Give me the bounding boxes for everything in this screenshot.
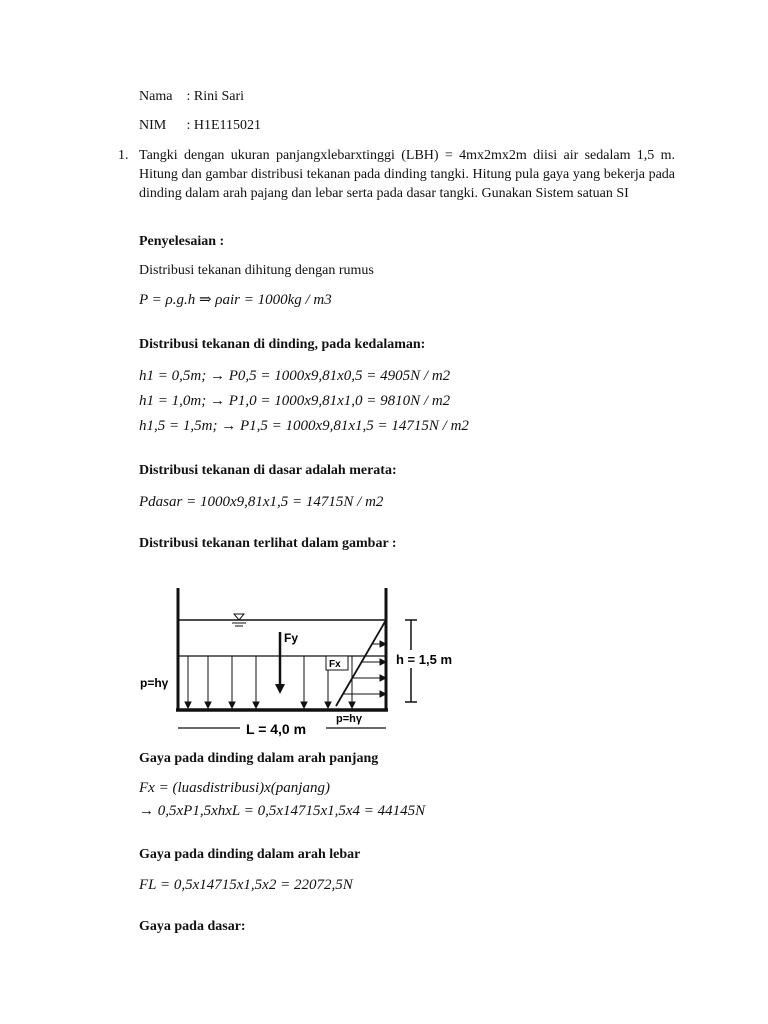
pressure-distribution-figure bbox=[140, 578, 480, 740]
label-bottom-right-pressure: p=hγ bbox=[336, 713, 362, 725]
wall-heading: Distribusi tekanan di dinding, pada kedalaman: bbox=[139, 337, 426, 352]
question-text: Tangki dengan ukuran panjangxlebarxtinggi (LBH) = 4mx2mx2m diisi air sedalam 1,5 m. Hitung dan gambar distribusi tekanan pada dinding tangki. Hitung pula gaya yang bekerja pada dinding dalam arah pajang dan lebar serta pada dasar tangki. Gunakan Sistem satuan SI bbox=[139, 148, 675, 201]
formula-main: P = ρ.g.h ⇒ ρair = 1000kg / m3 bbox=[139, 292, 332, 308]
name-label: Nama bbox=[139, 89, 173, 104]
wide-formula: FL = 0,5x14715x1,5x2 = 22072,5N bbox=[139, 877, 353, 893]
label-left-pressure: p=hγ bbox=[140, 676, 169, 690]
long-formula-1: Fx = (luasdistribusi)x(panjang) bbox=[139, 780, 330, 796]
wall-row-3: h1,5 = 1,5m; → P1,5 = 1000x9,81x1,5 = 14715N / m2 bbox=[139, 418, 469, 434]
name-value: : Rini Sari bbox=[186, 89, 245, 104]
question-number: 1. bbox=[118, 148, 129, 163]
wide-heading: Gaya pada dinding dalam arah lebar bbox=[139, 847, 361, 862]
name-row bbox=[139, 88, 244, 106]
label-fx: Fx bbox=[329, 659, 341, 670]
base-formula: Pdasar = 1000x9,81x1,5 = 14715N / m2 bbox=[139, 494, 384, 510]
wall-row-1: h1 = 0,5m; → P0,5 = 1000x9,81x0,5 = 4905N / m2 bbox=[139, 368, 451, 384]
wall-row-2: h1 = 1,0m; → P1,0 = 1000x9,81x1,0 = 9810N / m2 bbox=[139, 393, 451, 409]
long-heading: Gaya pada dinding dalam arah panjang bbox=[139, 751, 379, 766]
wall-pressure-arrows bbox=[343, 641, 386, 697]
label-fy: Fy bbox=[284, 631, 299, 645]
solution-intro: Distribusi tekanan dihitung dengan rumus bbox=[139, 263, 374, 278]
nim-label: NIM bbox=[139, 118, 167, 133]
nim-value: : H1E115021 bbox=[186, 118, 262, 133]
label-length: L = 4,0 m bbox=[246, 721, 307, 737]
nim-row bbox=[139, 117, 261, 135]
label-h: h = 1,5 m bbox=[396, 652, 452, 667]
base-force-heading: Gaya pada dasar: bbox=[139, 919, 246, 934]
solution-heading: Penyelesaian : bbox=[139, 234, 225, 249]
long-formula-2: → 0,5xP1,5xhxL = 0,5x14715x1,5x4 = 44145N bbox=[139, 803, 426, 819]
base-heading: Distribusi tekanan di dasar adalah merata: bbox=[139, 463, 397, 478]
figure-heading: Distribusi tekanan terlihat dalam gambar : bbox=[139, 536, 397, 551]
